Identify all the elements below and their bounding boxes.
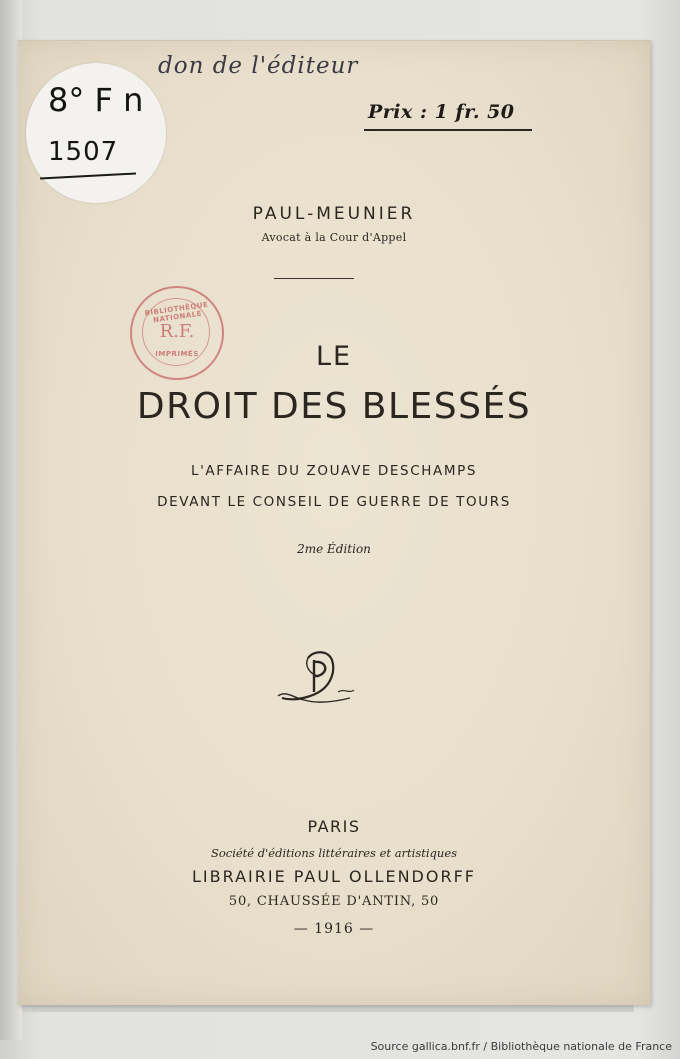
imprint-place: PARIS (307, 817, 361, 836)
source-credit: Source gallica.bnf.fr / Bibliothèque nationale de France (370, 1040, 672, 1053)
shelfmark-underline (40, 172, 136, 179)
imprint-society: Société d'éditions littéraires et artistiques (210, 846, 458, 860)
imprint-publisher: LIBRAIRIE PAUL OLLENDORFF (192, 867, 476, 886)
stamp-top-text: BIBLIOTHÈQUE NATIONALE (144, 300, 209, 325)
shelfmark-sticker (26, 63, 166, 203)
author-name: PAUL-MEUNIER (252, 204, 416, 224)
edition-label: 2me Édition (297, 542, 371, 556)
price-underline (364, 129, 532, 131)
stamp-center-text: R.F. (159, 321, 195, 342)
stamp-bottom-text: IMPRIMÉS (155, 350, 199, 358)
publisher-monogram-icon (274, 646, 358, 706)
handwritten-dedication: don de l'éditeur (158, 53, 359, 79)
author-role: Avocat à la Cour d'Appel (261, 231, 407, 244)
title-line-2: DROIT DES BLESSÉS (136, 386, 532, 427)
imprint-year: — 1916 — (293, 921, 375, 937)
imprint-address: 50, CHAUSSÉE D'ANTIN, 50 (228, 894, 440, 909)
subtitle-line-1: L'AFFAIRE DU ZOUAVE DESCHAMPS (191, 463, 477, 479)
price-label: Prix : 1 fr. 50 (368, 101, 515, 123)
shelfmark-code: 8° F n (48, 81, 144, 119)
title-line-1: LE (315, 341, 353, 372)
subtitle-line-2: DEVANT LE CONSEIL DE GUERRE DE TOURS (157, 494, 511, 510)
title-divider (274, 278, 354, 279)
shelfmark-number: 1507 (48, 137, 119, 167)
book-cover (18, 40, 651, 1005)
